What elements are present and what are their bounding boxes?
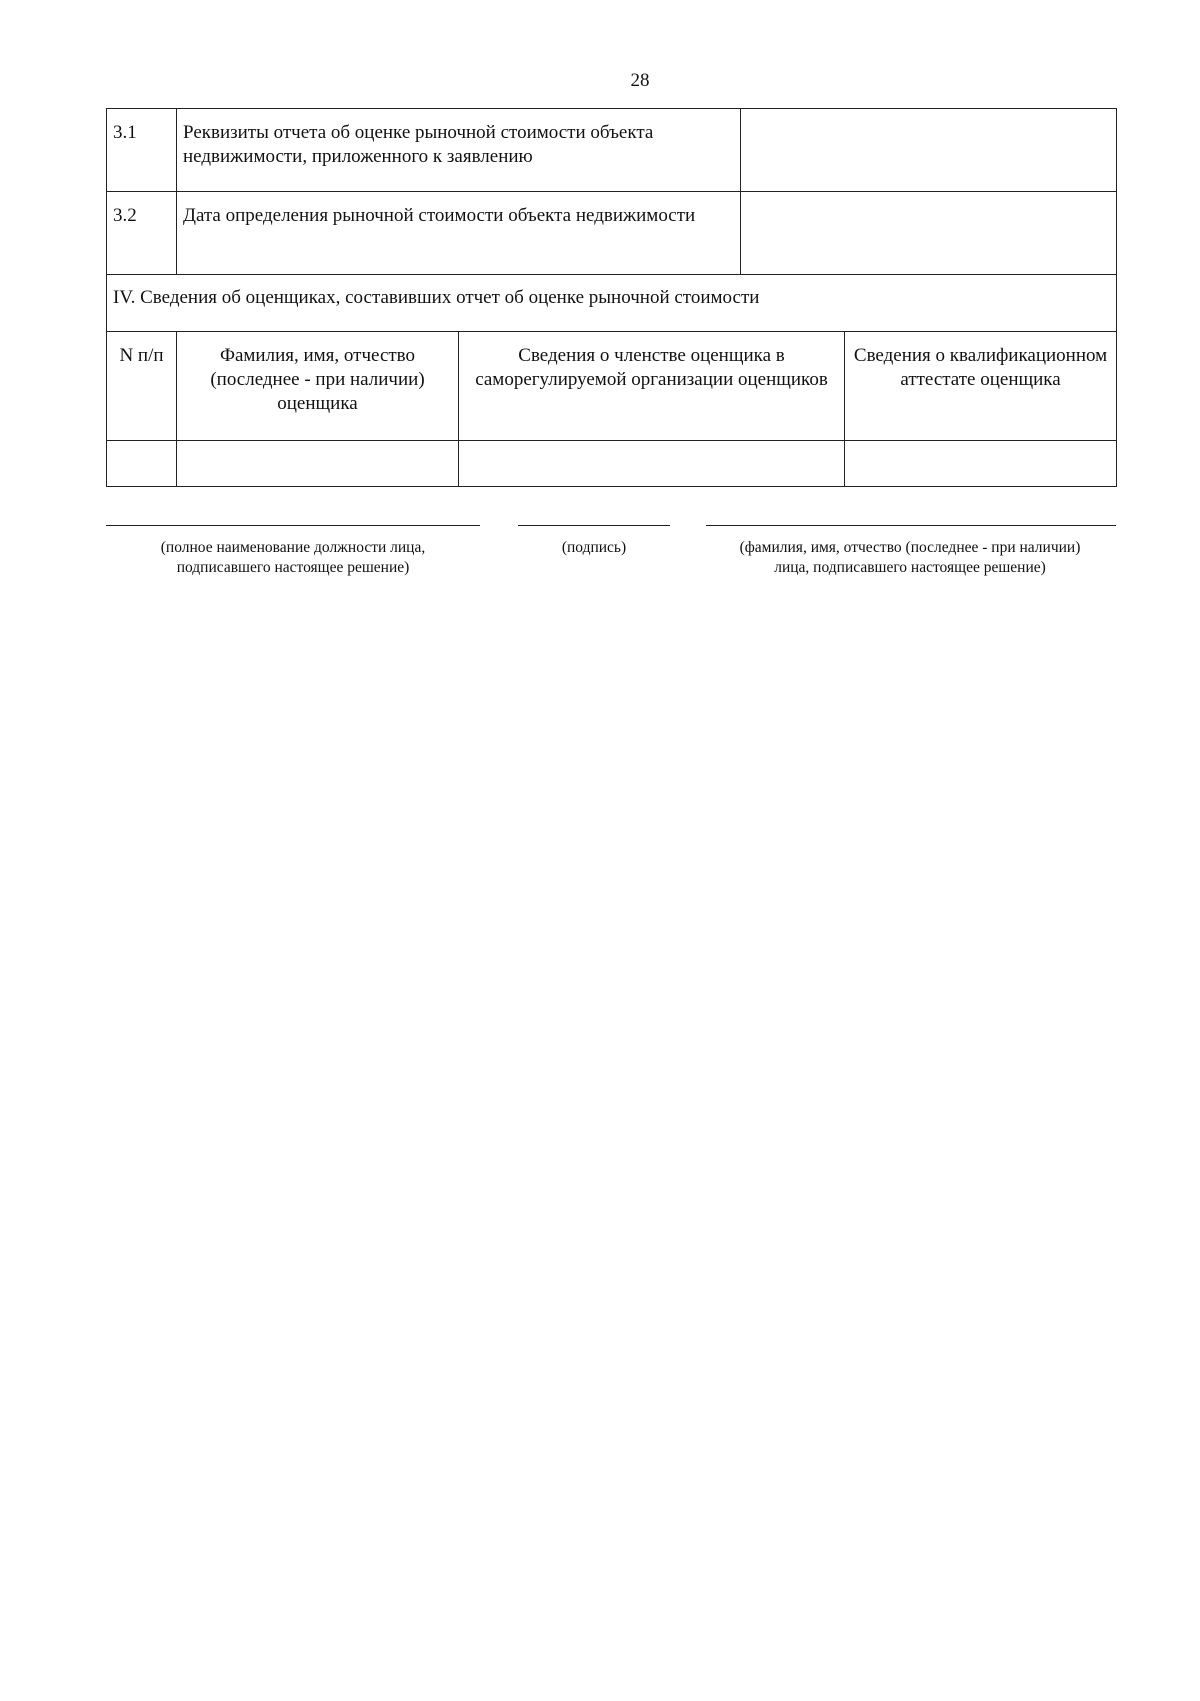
column-header-qualification: Сведения о квалификационном аттестате оценщика bbox=[845, 332, 1117, 441]
item-number: 3.1 bbox=[107, 109, 177, 192]
section-heading: IV. Сведения об оценщиках, составивших отчет об оценке рыночной стоимости bbox=[107, 275, 1117, 332]
position-caption: (полное наименование должности лица, подписавшего настоящее решение) bbox=[160, 539, 426, 576]
name-signature-line[interactable] bbox=[706, 525, 1116, 526]
table-cell[interactable] bbox=[177, 441, 459, 487]
signature-caption: (подпись) bbox=[561, 539, 627, 556]
table-row bbox=[107, 441, 1117, 487]
column-header-sro-membership: Сведения о членстве оценщика в саморегулируемой организации оценщиков bbox=[459, 332, 845, 441]
page-number: 28 bbox=[630, 70, 650, 91]
table-cell[interactable] bbox=[107, 441, 177, 487]
appraisers-header-row bbox=[107, 332, 1117, 441]
table-row-item-3-1 bbox=[107, 109, 1117, 192]
item-value-cell[interactable] bbox=[741, 192, 1117, 275]
section-heading-row bbox=[107, 275, 1117, 332]
item-label: Дата определения рыночной стоимости объекта недвижимости bbox=[177, 192, 741, 275]
position-signature-line[interactable] bbox=[106, 525, 480, 526]
column-header-full-name: Фамилия, имя, отчество (последнее - при наличии) оценщика bbox=[177, 332, 459, 441]
name-caption: (фамилия, имя, отчество (последнее - при наличии) лица, подписавшего настоящее решение) bbox=[739, 539, 1081, 576]
application-table bbox=[106, 108, 1117, 487]
column-header-number: N п/п bbox=[107, 332, 177, 441]
item-label: Реквизиты отчета об оценке рыночной стоимости объекта недвижимости, приложенного к заявлению bbox=[177, 109, 741, 192]
item-value-cell[interactable] bbox=[741, 109, 1117, 192]
table-cell[interactable] bbox=[845, 441, 1117, 487]
item-number: 3.2 bbox=[107, 192, 177, 275]
table-cell[interactable] bbox=[459, 441, 845, 487]
signature-line[interactable] bbox=[518, 525, 670, 526]
table-row-item-3-2 bbox=[107, 192, 1117, 275]
